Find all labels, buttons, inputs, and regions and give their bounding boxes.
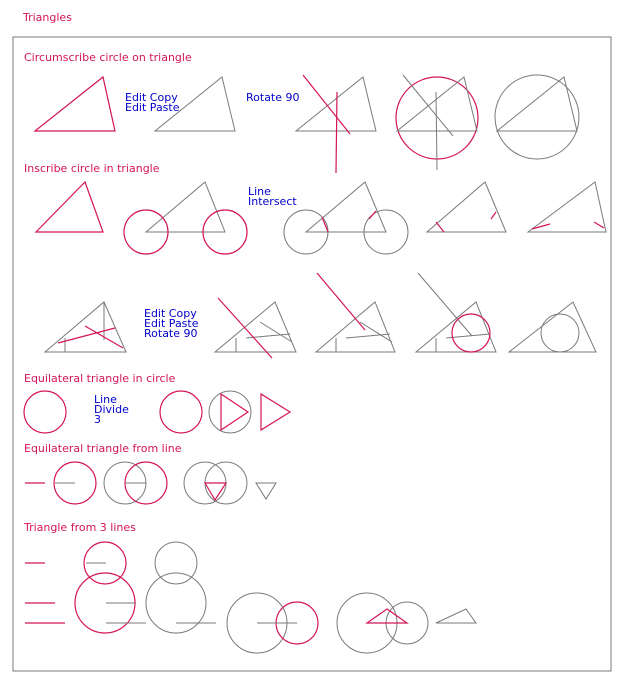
diagram-frame [13,37,611,671]
section-equilateral-line [24,442,276,504]
equilateral-line-step2 [54,462,96,504]
inscribe-cmd-rotate: Rotate 90 [144,327,198,340]
equilateral-circle-step3 [209,391,251,433]
inscribe-cmd-edit-paste: Edit Paste [144,317,199,330]
section-heading-equilateral-circle: Equilateral triangle in circle [24,372,176,385]
inscribe-step3-arcs [284,182,408,254]
equilateral-line-step5-triangle [256,483,276,499]
inscribe-step5-bisector-start [528,182,606,232]
inscribe-step7-perpendicular [215,298,296,358]
equilateral-circle-cmd-number: 3 [94,413,101,426]
section-inscribe [24,162,606,358]
section-three-lines [23,521,476,653]
circumscribe-step4-circle [396,75,478,170]
circumscribe-cmd-edit-copy: Edit Copy [125,91,178,104]
equilateral-line-step4 [184,462,247,504]
inscribe-cmd-intersect: Intersect [248,195,297,208]
circumscribe-step1-triangle [35,77,115,131]
equilateral-circle-step4-triangle [261,394,290,430]
inscribe-step2-circles [124,182,247,254]
equilateral-circle-step1 [24,391,66,433]
section-heading-circumscribe: Circumscribe circle on triangle [24,51,192,64]
three-lines-step6-result [436,609,476,623]
inscribe-cmd-edit-copy: Edit Copy [144,307,197,320]
section-heading-three-lines: Triangle from 3 lines [24,521,136,534]
three-lines-step5-triangle [337,593,428,653]
equilateral-circle-step2 [160,391,202,433]
inscribe-step4-ticks [427,182,506,232]
equilateral-circle-cmd-line: Line [94,393,117,406]
inscribe-step9-circle [416,273,496,352]
three-lines-step4-intersect [227,593,318,653]
three-lines-step3-circles [146,542,216,633]
inscribe-step6-bisectors [45,302,126,352]
section-circumscribe [24,51,579,173]
equilateral-line-step3 [104,462,167,504]
inscribe-step8-perpendicular-long [316,273,395,352]
page-title: Triangles [23,11,72,24]
three-lines-step2-circles [75,542,146,633]
section-heading-inscribe: Inscribe circle in triangle [24,162,160,175]
section-equilateral-circle [24,372,290,433]
inscribe-cmd-line: Line [248,185,271,198]
circumscribe-step5-result [495,75,579,159]
inscribe-step1-triangle [36,182,103,232]
inscribe-step10-result [509,302,596,352]
equilateral-circle-cmd-divide: Divide [94,403,129,416]
three-lines-step1-segments [25,563,65,623]
circumscribe-step3-bisectors [296,75,376,173]
section-heading-equilateral-line: Equilateral triangle from line [24,442,182,455]
circumscribe-cmd-edit-paste: Edit Paste [125,101,180,114]
circumscribe-cmd-rotate: Rotate 90 [246,91,300,104]
